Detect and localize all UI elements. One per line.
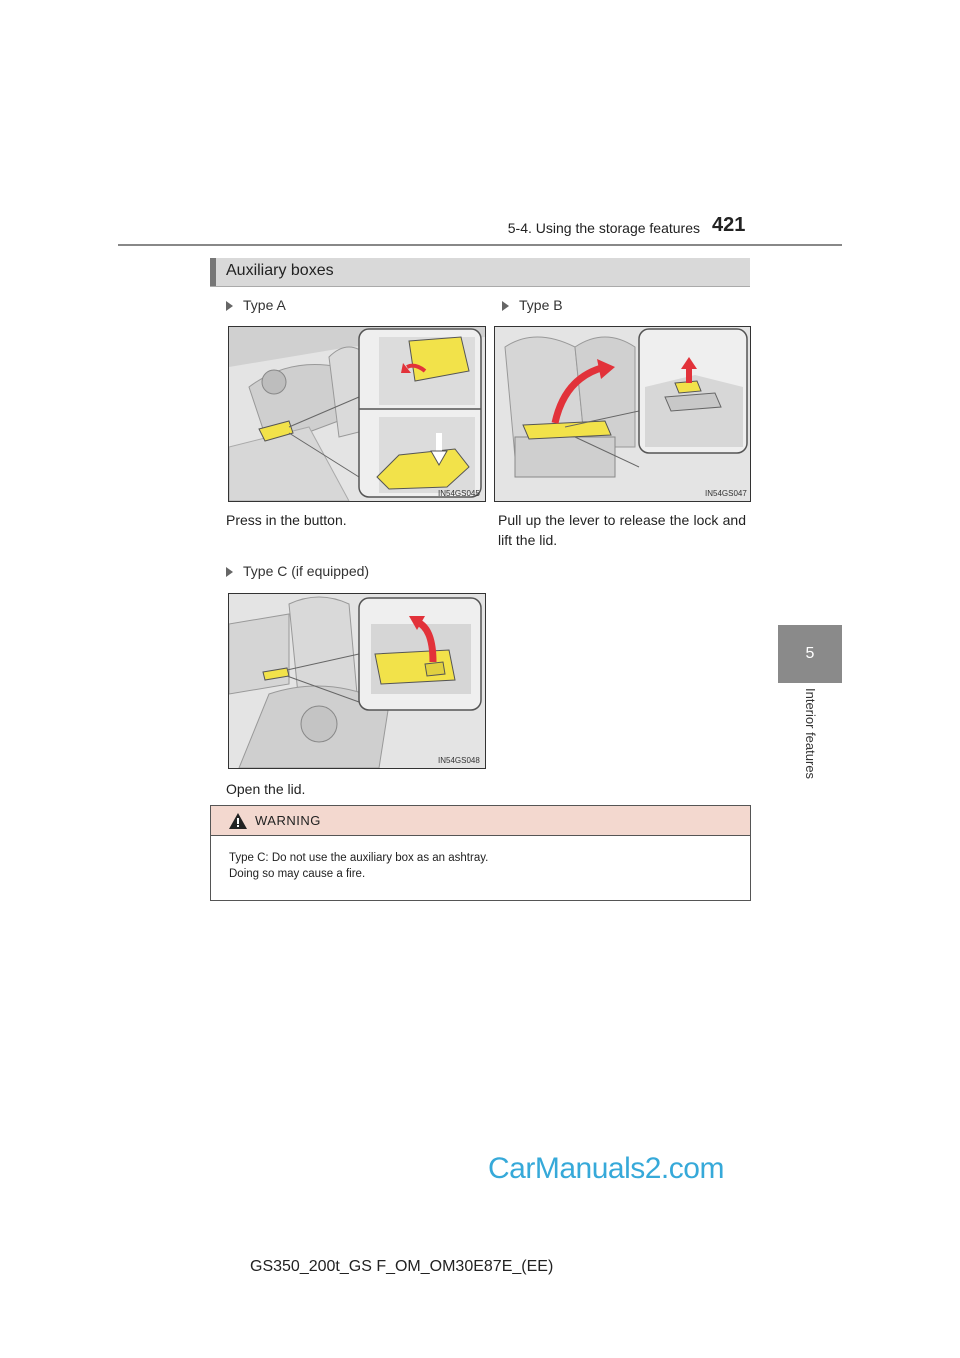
bullet-arrow-icon	[226, 301, 233, 311]
warning-box	[210, 805, 751, 901]
type-b-label	[502, 297, 563, 313]
type-a-drawing	[229, 327, 485, 501]
warning-line: Type C: Do not use the auxiliary box as an ashtray.	[229, 852, 489, 864]
section-heading-bar	[210, 258, 750, 287]
warning-body	[229, 850, 729, 882]
image-code-a: IN54GS045	[438, 489, 480, 498]
chapter-label-text: Interior features	[803, 688, 818, 780]
header-section-title: 5-4. Using the storage features	[507, 220, 700, 236]
image-code-c: IN54GS048	[438, 756, 480, 765]
warning-title: WARNING	[255, 813, 321, 828]
chapter-tab: 5	[778, 625, 842, 683]
illustration-type-b	[494, 326, 751, 502]
caption-type-b: Pull up the lever to release the lock and lift the lid.	[498, 512, 746, 548]
warning-triangle-icon	[229, 813, 247, 829]
type-b-drawing	[495, 327, 750, 501]
type-c-label	[226, 563, 369, 579]
header-divider	[118, 244, 842, 246]
image-code-b: IN54GS047	[705, 489, 747, 498]
type-a-label-text: Type A	[243, 297, 286, 313]
bullet-arrow-icon	[502, 301, 509, 311]
type-c-drawing	[229, 594, 485, 768]
warning-header	[211, 806, 750, 836]
type-c-label-text: Type C (if equipped)	[243, 563, 370, 579]
footer-doc-code: GS350_200t_GS F_OM_OM30E87E_(EE)	[250, 1258, 554, 1275]
bullet-arrow-icon	[226, 567, 233, 577]
watermark: CarManuals2.com	[488, 1152, 724, 1185]
caption-type-c: Open the lid.	[226, 781, 306, 797]
type-a-label	[226, 297, 286, 313]
section-heading-stripe	[210, 258, 216, 286]
illustration-type-a	[228, 326, 486, 502]
chapter-label	[798, 688, 822, 798]
type-b-label-text: Type B	[519, 297, 563, 313]
section-title: Auxiliary boxes	[226, 262, 334, 279]
page-number: 421	[712, 214, 746, 236]
caption-type-a: Press in the button.	[226, 512, 347, 528]
warning-line: Doing so may cause a fire.	[229, 868, 366, 880]
illustration-type-c	[228, 593, 486, 769]
